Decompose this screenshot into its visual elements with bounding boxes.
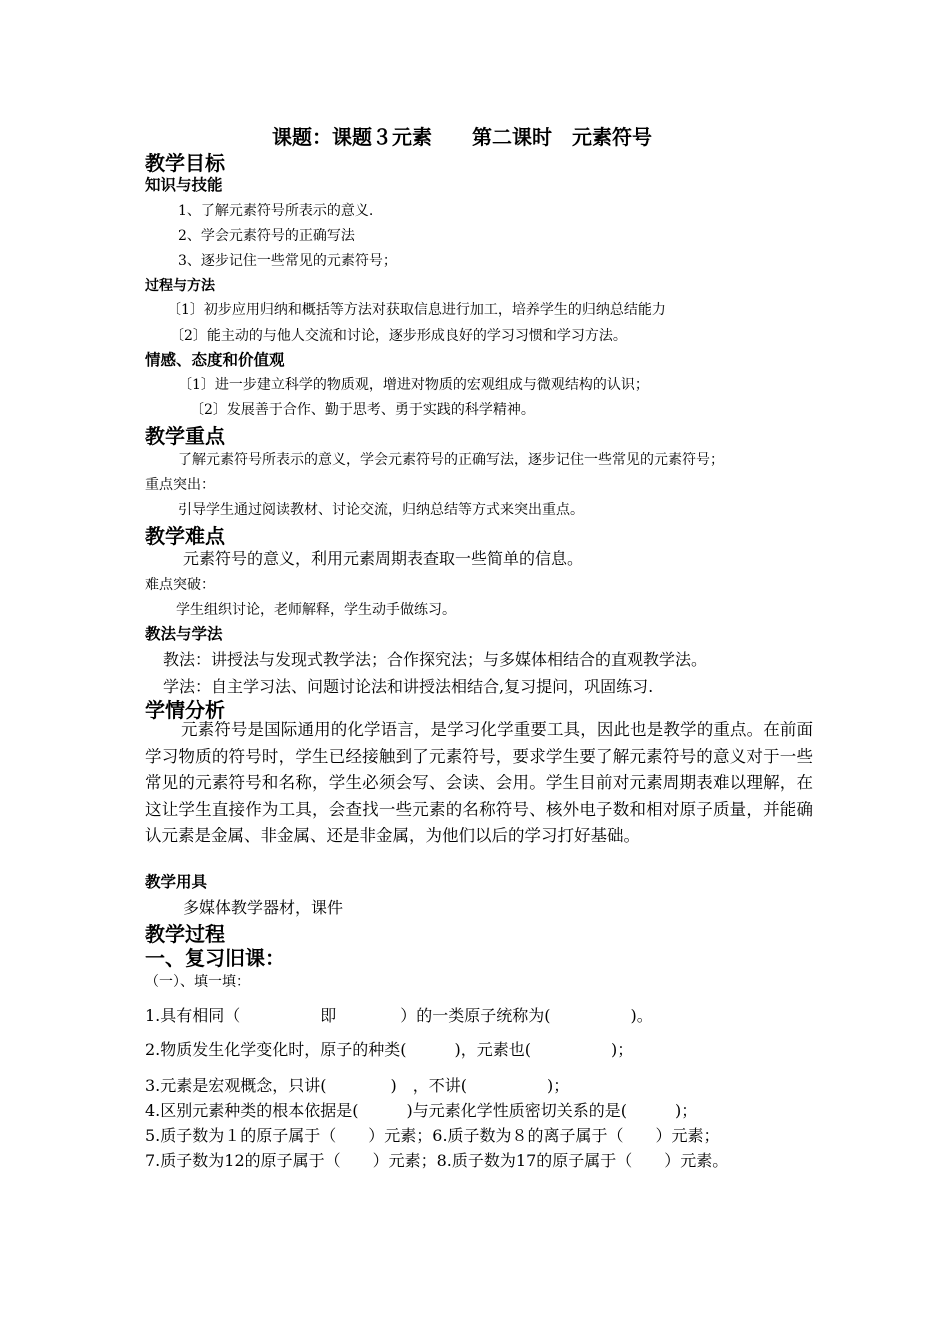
key-points-heading: 教学重点 — [145, 424, 225, 448]
knowledge-item: 3、逐步记住一些常见的元素符号； — [178, 253, 397, 269]
tools-heading: 教学用具 — [145, 873, 208, 891]
key-points-sub-heading: 重点突出： — [145, 477, 215, 493]
difficulties-heading: 教学难点 — [145, 524, 225, 548]
fill-question: 3.元素是宏观概念，只讲( ) ，不讲( )； — [145, 1076, 570, 1095]
emotion-item: 〔1〕进一步建立科学的物质观，增进对物质的宏观组成与微观结构的认识； — [178, 377, 649, 393]
emotion-heading: 情感、态度和价值观 — [145, 351, 285, 369]
fill-question: 1.具有相同（ 即 ）的一类原子统称为( )。 — [145, 1006, 653, 1025]
objectives-heading: 教学目标 — [145, 151, 225, 175]
process-item: 〔1〕初步应用归纳和概括等方法对获取信息进行加工，培养学生的归纳总结能力 — [167, 302, 666, 318]
difficulties-sub-heading: 难点突破： — [145, 577, 215, 593]
knowledge-item: 2、学会元素符号的正确写法 — [178, 228, 355, 244]
learning-method: 学法：自主学习法、问题讨论法和讲授法相结合,复习提问，巩固练习. — [163, 677, 654, 696]
key-points-sub-text: 引导学生通过阅读教材、讨论交流，归纳总结等方式来突出重点。 — [178, 502, 584, 518]
analysis-heading: 学情分析 — [145, 698, 225, 722]
fill-question: 5.质子数为１的原子属于（ ）元素；6.质子数为８的离子属于（ ）元素； — [145, 1126, 720, 1145]
difficulties-sub-text: 学生组织讨论，老师解释，学生动手做练习。 — [176, 602, 456, 618]
knowledge-item: 1、了解元素符号所表示的意义. — [178, 203, 374, 219]
fill-question: 7.质子数为12的原子属于（ ）元素；8.质子数为17的原子属于（ ）元素。 — [145, 1151, 729, 1170]
difficulties-text: 元素符号的意义，利用元素周期表查取一些简单的信息。 — [183, 549, 584, 568]
process-item: 〔2〕能主动的与他人交流和讨论，逐步形成良好的学习习惯和学习方法。 — [170, 328, 627, 344]
key-points-text: 了解元素符号所表示的意义，学会元素符号的正确写法，逐步记住一些常见的元素符号； — [178, 452, 724, 468]
tools-text: 多媒体教学器材，课件 — [183, 898, 344, 917]
fill-question: 4.区别元素种类的根本依据是( )与元素化学性质密切关系的是( )； — [145, 1101, 698, 1120]
analysis-paragraph: 元素符号是国际通用的化学语言，是学习化学重要工具，因此也是教学的重点。在前面学习物质的符号时，学生已经接触到了元素符号，要求学生要了解元素符号的意义对于一些常见的元素符号和名称，学生必须会写、会读、会用。学生目前对元素周期表难以理解，在这让学生直接作为工具，会查找一些元素的名称符号、核外电子数和相对原子质量，并能确认元素是金属、非金属、还是非金属，为他们以后的学习打好基础。 — [145, 720, 813, 845]
emotion-item: 〔2〕发展善于合作、勤于思考、勇于实践的科学精神。 — [190, 402, 535, 418]
fill-heading: （一）、填一填： — [145, 974, 250, 990]
process-heading: 过程与方法 — [145, 278, 215, 294]
fill-question: 2.物质发生化学变化时，原子的种类( )，元素也( )； — [145, 1040, 634, 1059]
teaching-method: 教法：讲授法与发现式教学法；合作探究法；与多媒体相结合的直观教学法。 — [163, 650, 708, 669]
review-heading: 一、复习旧课： — [145, 946, 285, 970]
knowledge-heading: 知识与技能 — [145, 176, 223, 194]
process-section-heading: 教学过程 — [145, 922, 225, 946]
page-title: 课题：课题３元素 第二课时 元素符号 — [272, 125, 652, 149]
methods-heading: 教法与学法 — [145, 625, 223, 643]
